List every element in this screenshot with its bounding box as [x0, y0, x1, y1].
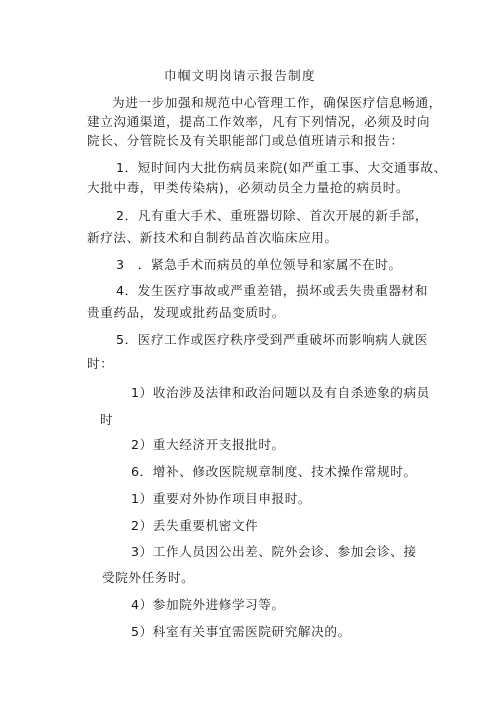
subitem-6-4-line-1: 4）参加院外进修学习等。: [131, 597, 285, 612]
subitem-5-1-line-1: 1）收治涉及法律和政治问题以及有自杀迹象的病员: [131, 385, 430, 400]
item-6-line-1: 6．增补、修改医院规章制度、技术操作常规时。: [131, 464, 417, 479]
item-2-line-1: 2．凡有重大手术、重班器切除、首次开展的新手部，: [116, 208, 429, 223]
subitem-6-3-line-2: 受院外任务时。: [102, 570, 195, 585]
subitem-6-2-line-1: 2）丢失重要机密文件: [131, 518, 259, 533]
item-5-line-2: 时：: [87, 356, 114, 371]
intro-line-1: 为进一步加强和规范中心管理工作，确保医疗信息畅通，: [112, 95, 442, 110]
subitem-6-1-line-1: 1）重要对外协作项目申报时。: [131, 491, 312, 506]
item-4-line-1: 4．发生医疗事故或严重差错，损坏或丢失贵重器材和: [116, 283, 429, 298]
document-title: 巾帼文明岗请示报告制度: [164, 68, 316, 83]
subitem-6-3-line-1: 3）工作人员因公出差、院外会诊、参加会诊、接: [131, 544, 417, 559]
subitem-5-1-line-2: 时: [100, 412, 114, 427]
item-5-line-1: 5．医疗工作或医疗秩序受到严重破坏而影响病人就医: [116, 332, 429, 347]
intro-line-3: 院长、分管院长及有关职能部门或总值班请示和报告：: [87, 133, 404, 148]
subitem-5-2-line-1: 2）重大经济开支报批时。: [131, 437, 285, 452]
item-1-line-2: 大批中毒，甲类传染病)，必须动员全力量抢的病员时。: [87, 180, 410, 195]
subitem-6-5-line-1: 5）科室有关事宜需医院研究解决的。: [131, 624, 351, 639]
item-1-line-1: 1．短时间内大批伤病员来院(如严重工事、大交通事故、: [116, 160, 447, 175]
item-4-line-2: 贵重药品，发现或批药品变质时。: [87, 305, 285, 320]
item-3-line-1: 3 ．紧急手术而病员的单位领导和家属不在时。: [116, 257, 402, 272]
item-2-line-2: 新疗法、新技术和自制药品首次临床应用。: [87, 230, 338, 245]
intro-line-2: 建立沟通渠道，提高工作效率，凡有下列情况，必须及时向: [87, 114, 431, 129]
